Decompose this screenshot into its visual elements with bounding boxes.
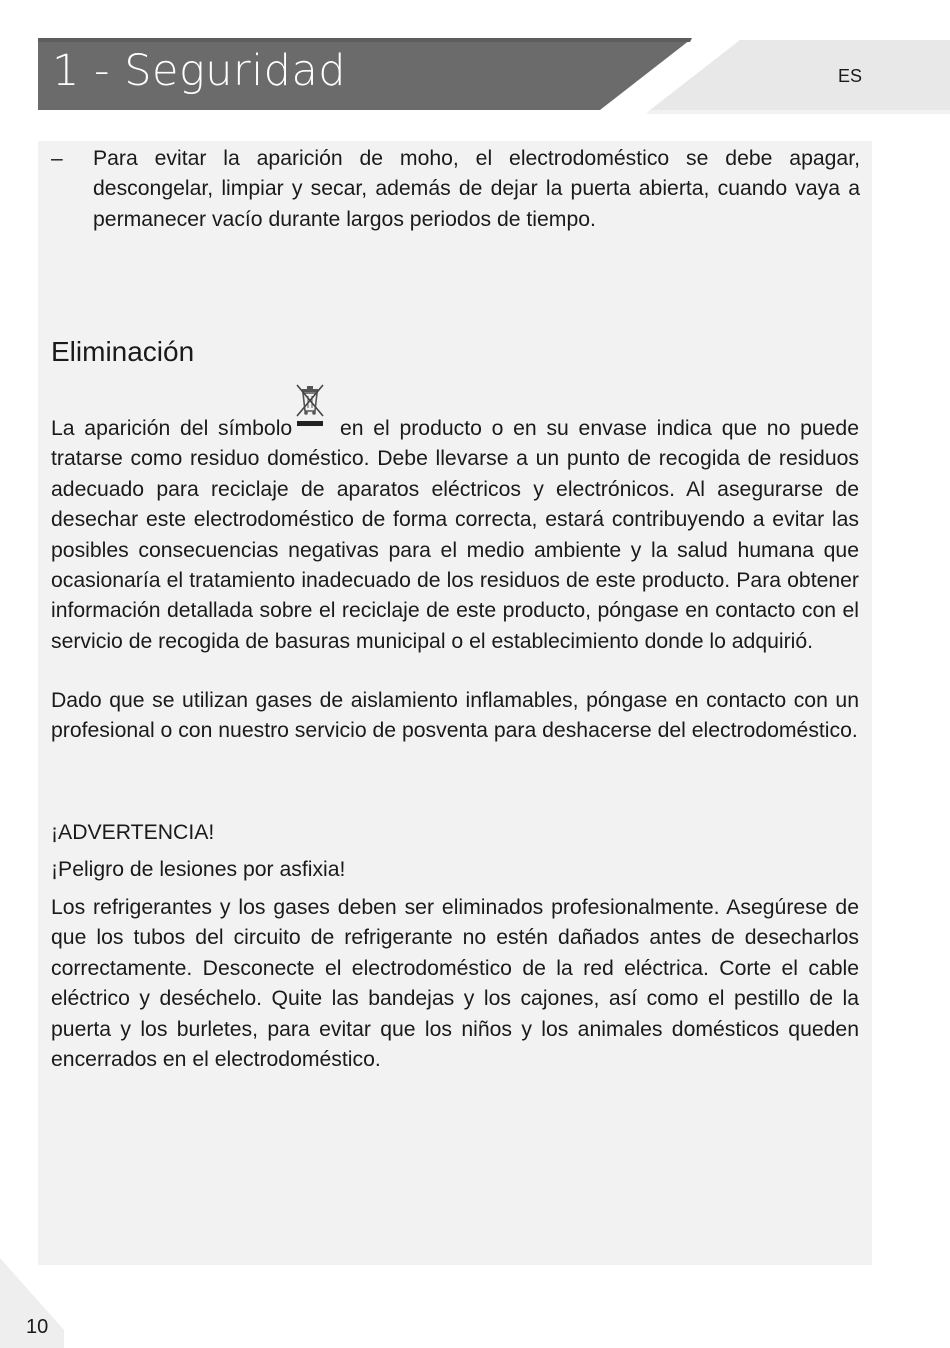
- bullet-marker: –: [51, 147, 63, 170]
- warning-paragraph: Los refrigerantes y los gases deben ser eliminados profesionalmente. Asegúrese de que los tubos del circuito de refrigerante no estén dañados antes de desecharlos correctamente. Desconecte el electrodoméstico de la red eléctrica. Corte el cable eléctrico y deséchelo. Quite las bandejas y los cajones, así como el pestillo de la puerta y los burletes, para evitar que los niños y los animales domésticos queden encerrados en el electrodoméstico.: [51, 896, 859, 1072]
- disposal-paragraph-1: [51, 405, 859, 657]
- section-heading-disposal: Eliminación: [51, 336, 195, 367]
- page-title: 1 - Seguridad: [52, 46, 347, 96]
- header-light-shape-shadow: [646, 110, 950, 114]
- disposal-text-after-icon: en el producto o en su envase indica que no puede tratarse como residuo doméstico. Debe llevarse a un punto de recogida de residuos adecuado para reciclaje de aparatos eléctricos y electrónicos. Al asegurarse de desechar este electrodoméstico de forma correcta, estará contribuyendo a evitar las posibles consecuencias negativas para el medio ambiente y la salud humana que ocasionaría el tratamiento inadecuado de los residuos de este producto. Para obtener información detallada sobre el reciclaje de este producto, póngase en contacto con el servicio de recogida de basuras municipal o el establecimiento donde lo adquirió.: [51, 417, 859, 653]
- disposal-paragraph-2: Dado que se utilizan gases de aislamiento inflamables, póngase en contacto con un profesional o con nuestro servicio de posventa para deshacerse del electrodoméstico.: [51, 689, 859, 743]
- header-dark-shape-top: [38, 38, 692, 42]
- bullet-paragraph: Para evitar la aparición de moho, el electrodoméstico se debe apagar, descongelar, limpiar y secar, además de dejar la puerta abierta, cuando vaya a permanecer vacío durante largos periodos de tiempo.: [93, 147, 860, 231]
- page-number: 10: [26, 1316, 49, 1338]
- warning-subtitle: ¡Peligro de lesiones por asfixia!: [51, 858, 346, 881]
- disposal-text-before-icon: La aparición del símbolo: [51, 417, 293, 440]
- language-code: ES: [838, 66, 863, 86]
- header-light-shape: [650, 40, 950, 110]
- crossed-out-wheeled-bin-icon: [294, 405, 326, 443]
- warning-title: ¡ADVERTENCIA!: [51, 821, 215, 844]
